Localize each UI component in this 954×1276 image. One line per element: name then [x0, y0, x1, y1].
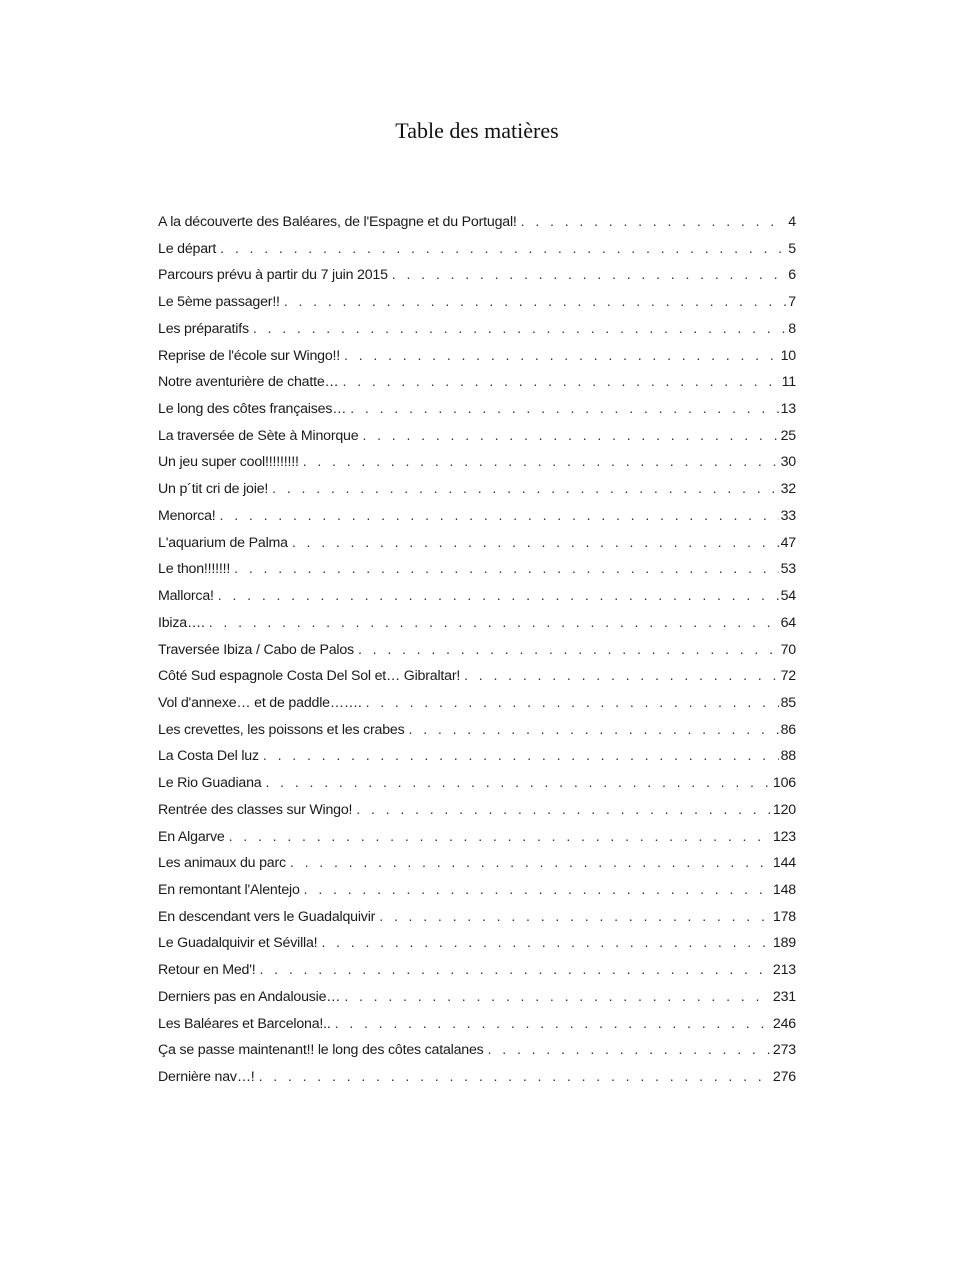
- toc-leader-dots: [409, 717, 779, 744]
- toc-entry[interactable]: [158, 637, 796, 664]
- toc-entry-title: L'aquarium de Palma: [158, 534, 288, 551]
- toc-leader-dots: [488, 1037, 771, 1064]
- toc-entry-title: Un jeu super cool!!!!!!!!!: [158, 454, 299, 471]
- toc-entry[interactable]: [158, 236, 796, 263]
- toc-entry[interactable]: [158, 663, 796, 690]
- toc-entry-page: 33: [780, 507, 796, 524]
- toc-entry[interactable]: [158, 530, 796, 557]
- toc-entry-title: En remontant l'Alentejo: [158, 881, 300, 898]
- toc-entry-page: 53: [780, 561, 796, 578]
- toc-entry-page: 273: [772, 1042, 796, 1059]
- toc-entry-page: 178: [772, 908, 796, 925]
- toc-entry[interactable]: [158, 930, 796, 957]
- toc-entry-title: Ibiza….: [158, 614, 205, 631]
- toc-entry[interactable]: [158, 743, 796, 770]
- toc-entry-title: La Costa Del luz: [158, 748, 259, 765]
- toc-entry-page: 47: [780, 534, 796, 551]
- toc-entry-title: La traversée de Sète à Minorque: [158, 427, 359, 444]
- toc-entry[interactable]: [158, 369, 796, 396]
- toc-leader-dots: [362, 423, 778, 450]
- toc-leader-dots: [272, 476, 778, 503]
- toc-entry[interactable]: [158, 770, 796, 797]
- toc-entry-page: 213: [772, 962, 796, 979]
- toc-entry[interactable]: [158, 1064, 796, 1091]
- toc-entry[interactable]: [158, 316, 796, 343]
- toc-leader-dots: [321, 930, 770, 957]
- toc-entry[interactable]: [158, 289, 796, 316]
- toc-entry-page: 54: [780, 588, 796, 605]
- toc-leader-dots: [521, 209, 787, 236]
- toc-entry-page: 144: [772, 855, 796, 872]
- toc-leader-dots: [344, 343, 779, 370]
- toc-entry-title: Le 5ème passager!!: [158, 294, 280, 311]
- toc-entry-page: 189: [772, 935, 796, 952]
- toc-leader-dots: [265, 770, 770, 797]
- page-title: Table des matières: [395, 118, 559, 143]
- toc-leader-dots: [259, 1064, 771, 1091]
- toc-entry-title: Vol d'annexe… et de paddle…….: [158, 694, 362, 711]
- toc-entry-title: Les animaux du parc: [158, 855, 286, 872]
- toc-leader-dots: [234, 556, 778, 583]
- toc-entry[interactable]: [158, 423, 796, 450]
- toc-leader-dots: [220, 236, 786, 263]
- toc-leader-dots: [303, 449, 779, 476]
- toc-entry-title: Reprise de l'école sur Wingo!!: [158, 347, 341, 364]
- toc-entry-title: Parcours prévu à partir du 7 juin 2015: [158, 267, 388, 284]
- toc-entry-page: 276: [772, 1069, 796, 1085]
- toc-entry[interactable]: [158, 984, 796, 1011]
- toc-leader-dots: [379, 904, 771, 931]
- toc-entry-title: Mallorca!: [158, 588, 214, 605]
- toc-entry[interactable]: [158, 690, 796, 717]
- toc-leader-dots: [304, 877, 771, 904]
- toc-entry-page: 86: [780, 721, 796, 738]
- toc-entry-page: 72: [780, 668, 796, 685]
- toc-leader-dots: [260, 957, 771, 984]
- toc-entry[interactable]: [158, 1037, 796, 1064]
- toc-entry[interactable]: [158, 343, 796, 370]
- toc-entry[interactable]: [158, 850, 796, 877]
- toc-leader-dots: [218, 583, 779, 610]
- toc-leader-dots: [343, 369, 780, 396]
- toc-entry-title: Le départ: [158, 240, 217, 257]
- toc-entry-title: Le Rio Guadiana: [158, 775, 262, 792]
- toc-entry[interactable]: [158, 556, 796, 583]
- toc-entry-title: Le Guadalquivir et Sévilla!: [158, 935, 318, 952]
- toc-entry-page: 88: [780, 748, 796, 765]
- toc-entry-title: Les crevettes, les poissons et les crabes: [158, 721, 405, 738]
- toc-leader-dots: [335, 1011, 771, 1038]
- toc-leader-dots: [290, 850, 771, 877]
- toc-leader-dots: [284, 289, 786, 316]
- toc-entry-page: 6: [788, 267, 796, 284]
- toc-entry[interactable]: [158, 262, 796, 289]
- toc-entry[interactable]: [158, 610, 796, 637]
- toc-entry-page: 13: [780, 401, 796, 418]
- toc-entry-title: Les préparatifs: [158, 320, 249, 337]
- toc-entry-page: 5: [788, 240, 796, 257]
- toc-entry-title: En Algarve: [158, 828, 225, 845]
- toc-leader-dots: [356, 797, 771, 824]
- toc-entry-page: 231: [772, 988, 796, 1005]
- toc-entry[interactable]: [158, 797, 796, 824]
- toc-entry[interactable]: [158, 877, 796, 904]
- toc-entry-title: Menorca!: [158, 507, 216, 524]
- toc-entry-page: 4: [788, 214, 796, 230]
- toc-entry-title: Le thon!!!!!!!: [158, 561, 231, 578]
- toc-entry-title: Derniers pas en Andalousie…: [158, 988, 341, 1005]
- toc-leader-dots: [292, 530, 779, 557]
- toc-leader-dots: [350, 396, 778, 423]
- toc-leader-dots: [358, 637, 779, 664]
- toc-entry-title: Dernière nav…!: [158, 1069, 255, 1085]
- toc-entry-page: 70: [780, 641, 796, 658]
- toc-entry[interactable]: [158, 503, 796, 530]
- toc-entry-page: 30: [780, 454, 796, 471]
- toc-entry-page: 64: [780, 614, 796, 631]
- toc-entry-title: Traversée Ibiza / Cabo de Palos: [158, 641, 354, 658]
- toc-entry-page: 123: [772, 828, 796, 845]
- toc-entry[interactable]: [158, 957, 796, 984]
- toc-entry-title: Retour en Med'!: [158, 962, 256, 979]
- toc-entry-page: 8: [788, 320, 796, 337]
- toc-entry-page: 10: [780, 347, 796, 364]
- toc-entry-title: Le long des côtes françaises…: [158, 401, 347, 418]
- toc-entry-page: 246: [772, 1015, 796, 1032]
- toc-entry[interactable]: [158, 824, 796, 851]
- toc-leader-dots: [209, 610, 779, 637]
- toc-entry-page: 148: [772, 881, 796, 898]
- toc-entry-page: 25: [780, 427, 796, 444]
- toc-entry[interactable]: [158, 717, 796, 744]
- toc-leader-dots: [263, 743, 779, 770]
- toc-entry-title: Rentrée des classes sur Wingo!: [158, 801, 353, 818]
- toc-entry-page: 120: [772, 801, 796, 818]
- toc-entry-page: 11: [781, 374, 796, 391]
- toc-entry-title: A la découverte des Baléares, de l'Espagne et du Portugal!: [158, 214, 517, 230]
- toc-entry[interactable]: [158, 1011, 796, 1038]
- table-of-contents: [158, 209, 796, 1091]
- toc-entry[interactable]: [158, 449, 796, 476]
- toc-leader-dots: [344, 984, 771, 1011]
- toc-entry[interactable]: [158, 904, 796, 931]
- toc-entry-title: En descendant vers le Guadalquivir: [158, 908, 376, 925]
- toc-entry[interactable]: [158, 583, 796, 610]
- toc-entry-page: 32: [780, 481, 796, 498]
- toc-entry-page: 7: [788, 294, 796, 311]
- toc-entry[interactable]: [158, 396, 796, 423]
- toc-leader-dots: [464, 663, 779, 690]
- toc-entry-title: Un p´tit cri de joie!: [158, 481, 269, 498]
- toc-entry-title: Côté Sud espagnole Costa Del Sol et… Gibraltar!: [158, 668, 461, 685]
- toc-leader-dots: [253, 316, 786, 343]
- toc-entry-title: Notre aventurière de chatte…: [158, 374, 339, 391]
- toc-leader-dots: [220, 503, 779, 530]
- toc-entry[interactable]: [158, 209, 796, 236]
- toc-entry-page: 106: [772, 775, 796, 792]
- toc-entry-title: Ça se passe maintenant!! le long des côtes catalanes: [158, 1042, 484, 1059]
- toc-leader-dots: [392, 262, 787, 289]
- toc-entry-page: 85: [780, 694, 796, 711]
- toc-entry-title: Les Baléares et Barcelona!..: [158, 1015, 331, 1032]
- toc-entry[interactable]: [158, 476, 796, 503]
- toc-leader-dots: [366, 690, 779, 717]
- toc-leader-dots: [229, 824, 771, 851]
